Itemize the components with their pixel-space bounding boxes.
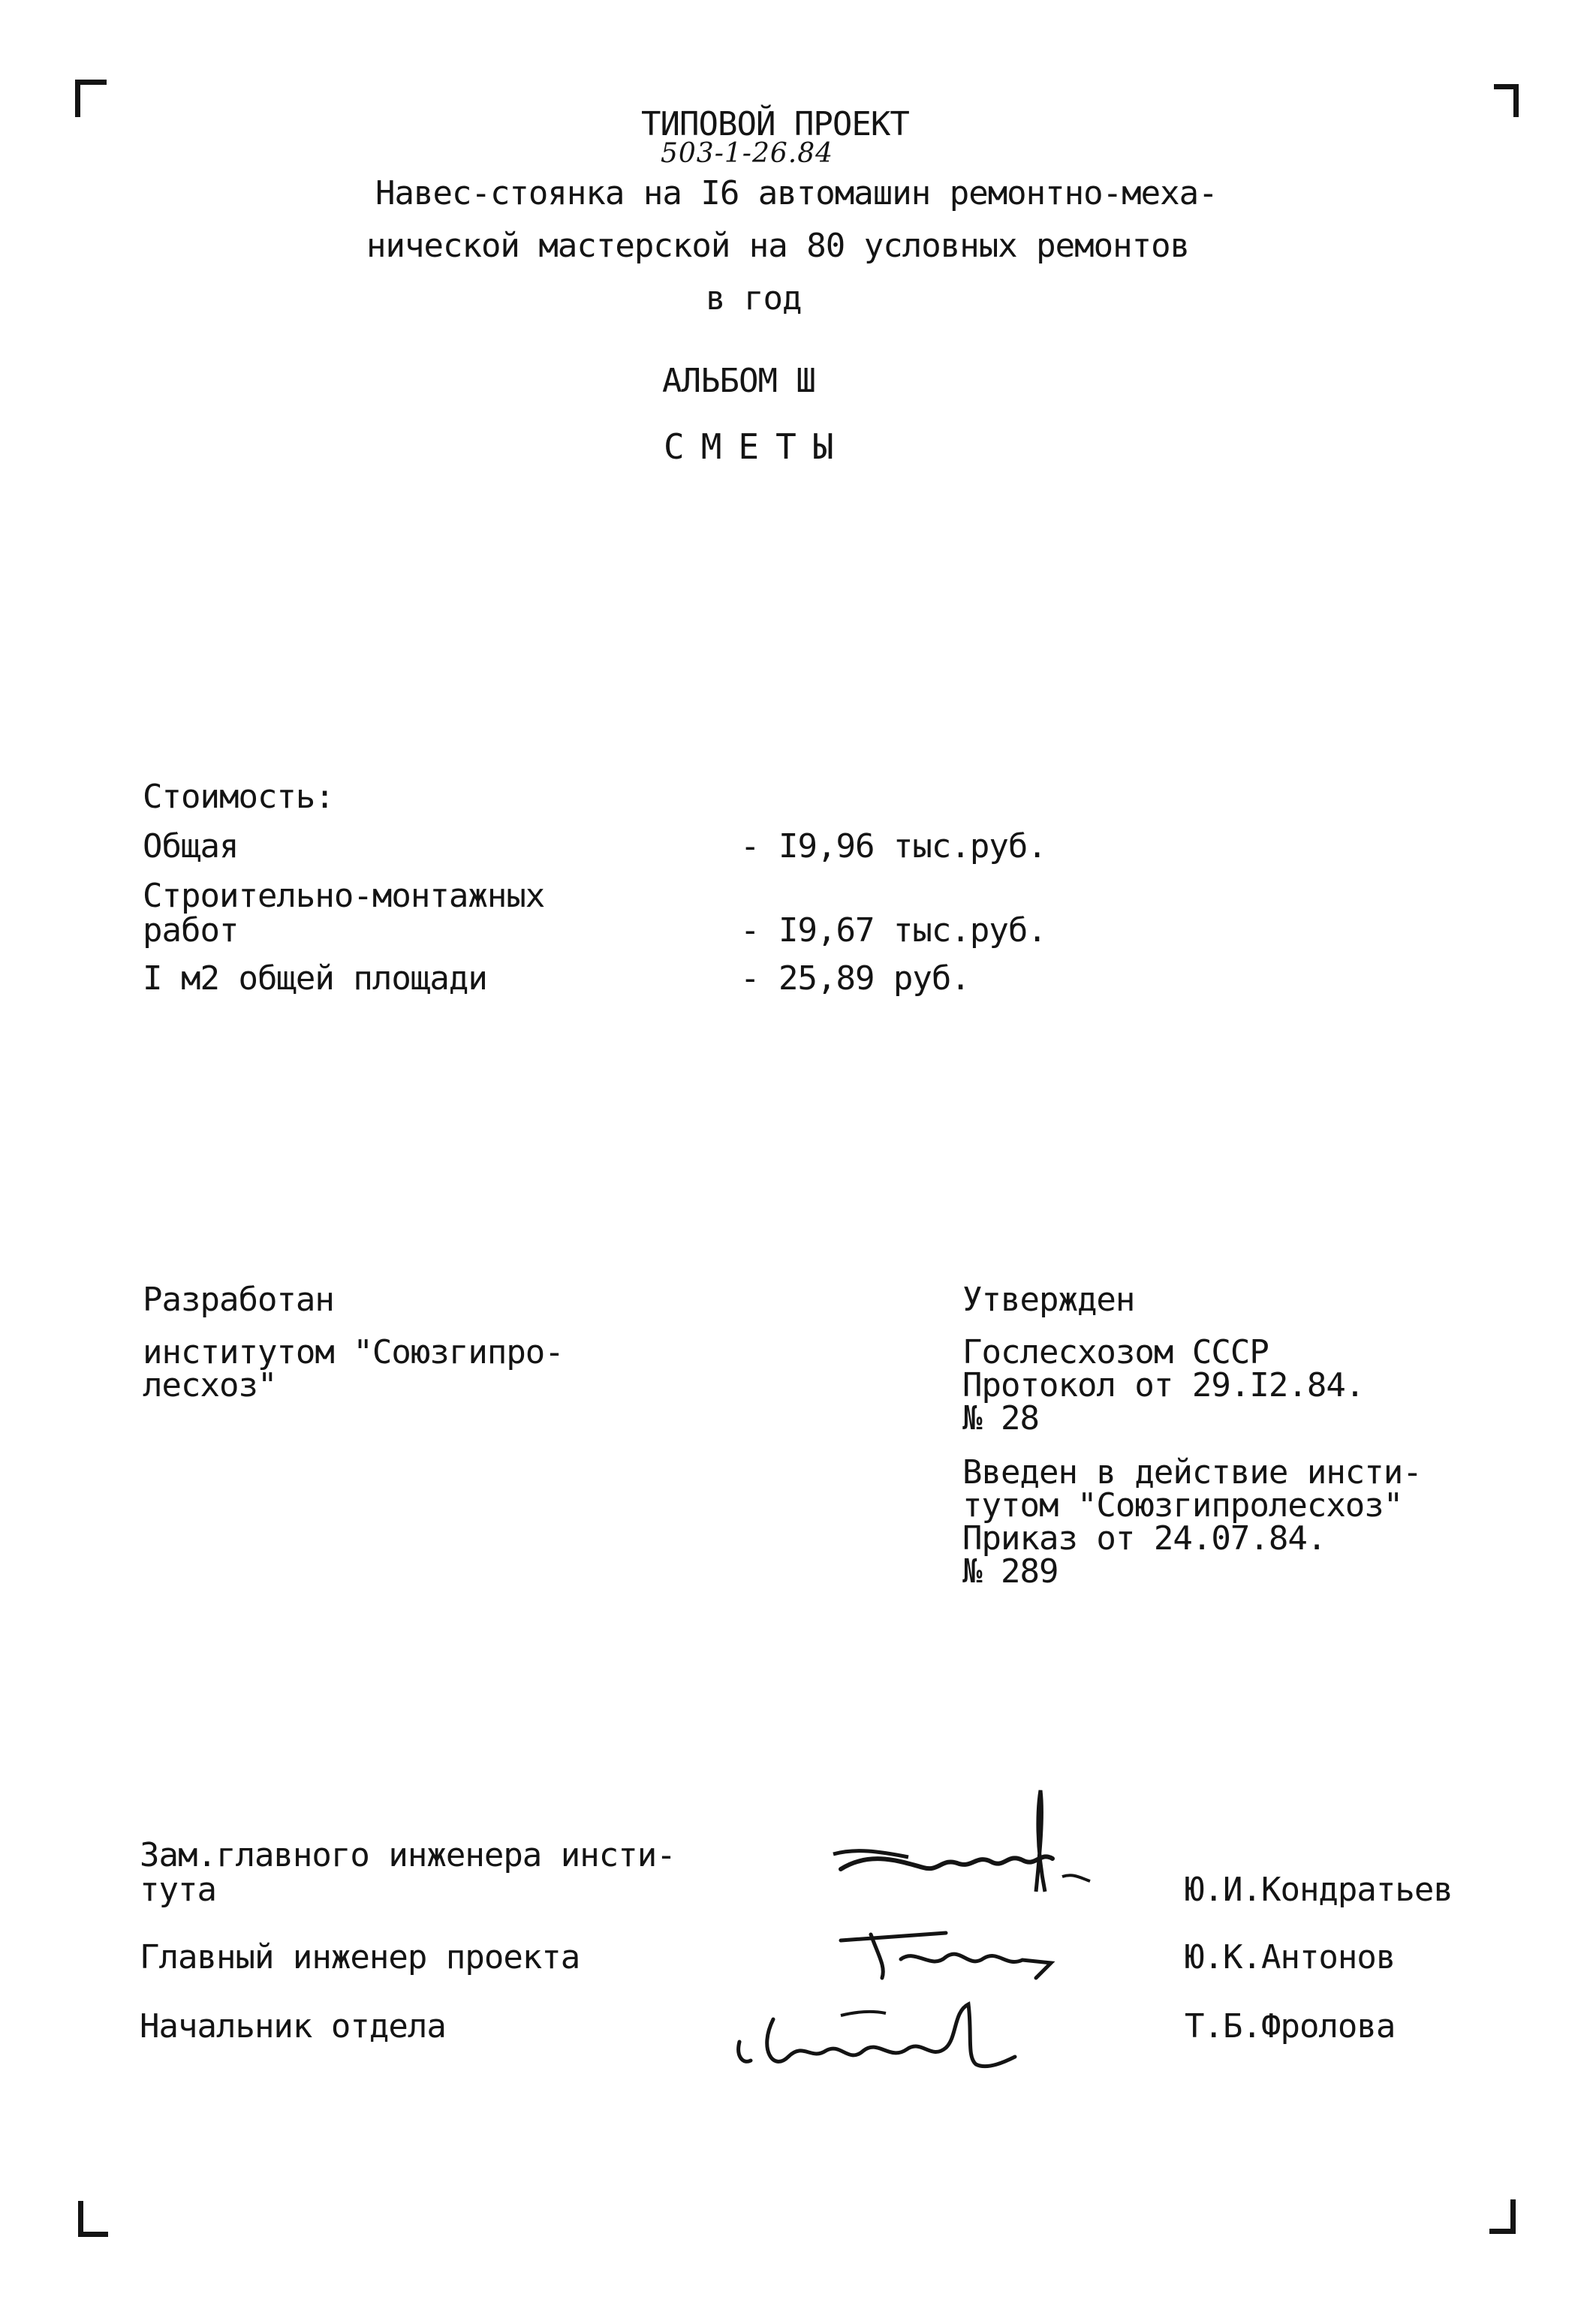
signer-name-3: Т.Б.Фролова <box>1185 2007 1396 2046</box>
approved-line-3: № 28 <box>962 1399 1039 1437</box>
developed-heading: Разработан <box>143 1281 334 1319</box>
cost-label-per-m2: I м2 общей площади <box>143 959 487 998</box>
cost-value-construction: - I9,67 тыс.руб. <box>740 911 1046 950</box>
title-line-3: в год <box>706 279 802 318</box>
enacted-line-1: Введен в действие инсти- <box>962 1453 1422 1492</box>
signer-role-1-line-1: Зам.главного инженера инсти- <box>140 1836 676 1874</box>
enacted-line-2: тутом "Союзгипролесхоз" <box>962 1486 1403 1525</box>
section-title: СМЕТЫ <box>664 426 851 467</box>
cost-label-total: Общая <box>143 827 239 866</box>
signer-role-3: Начальник отдела <box>140 2007 446 2046</box>
developed-line-1: институтом "Союзгипро- <box>143 1333 564 1371</box>
signature-antonov <box>826 1925 1074 1985</box>
enacted-line-4: № 289 <box>962 1552 1058 1591</box>
cost-value-total: - I9,96 тыс.руб. <box>740 827 1046 866</box>
signer-name-1: Ю.И.Кондратьев <box>1185 1871 1453 1909</box>
approved-line-2: Протокол от 29.I2.84. <box>962 1366 1365 1404</box>
cost-label-construction-2: работ <box>143 911 239 950</box>
title-line-2: нической мастерской на 80 условных ремонтов <box>366 227 1190 265</box>
approved-heading: Утвержден <box>962 1281 1135 1319</box>
title-line-1: Навес-стоянка на I6 автомашин ремонтно-меха- <box>375 174 1218 212</box>
developed-line-2: лесхоз" <box>143 1366 277 1404</box>
cost-heading: Стоимость: <box>143 778 334 816</box>
signature-kondratyev <box>811 1779 1111 1914</box>
enacted-line-3: Приказ от 24.07.84. <box>962 1519 1326 1558</box>
signer-role-1-line-2: тута <box>140 1871 216 1909</box>
album-label: АЛЬБОМ Ш <box>662 362 815 400</box>
signer-name-2: Ю.К.Антонов <box>1185 1938 1396 1976</box>
cost-label-construction-1: Строительно-монтажных <box>143 877 545 915</box>
project-number: 503-1-26.84 <box>661 138 834 169</box>
project-type: ТИПОВОЙ ПРОЕКТ <box>641 105 909 143</box>
signer-role-2: Главный инженер проекта <box>140 1938 580 1976</box>
signature-frolova <box>728 1989 1028 2087</box>
cost-value-per-m2: - 25,89 руб. <box>740 959 970 998</box>
approved-line-1: Гослесхозом СССР <box>962 1333 1269 1371</box>
